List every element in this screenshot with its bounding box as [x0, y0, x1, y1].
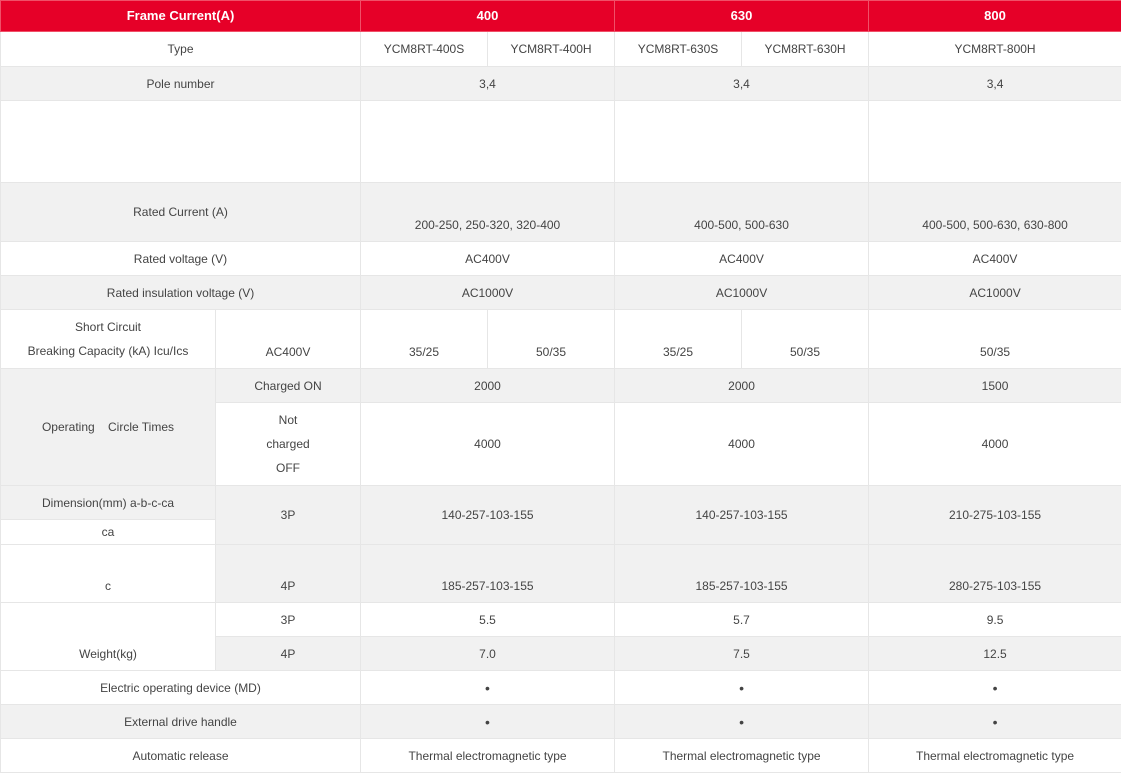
short-circuit-400s: 35/25	[361, 310, 488, 369]
rated-voltage-row	[1, 242, 1121, 276]
type-label: Type	[1, 32, 361, 67]
short-circuit-row	[1, 310, 1121, 369]
image-row	[1, 101, 1121, 183]
frame-630: 630	[615, 1, 869, 32]
type-630h: YCM8RT-630H	[742, 32, 869, 67]
dimension-4p: 4P	[216, 545, 361, 603]
dimension-3p-400: 140-257-103-155	[361, 486, 615, 545]
charged-on-800: 1500	[869, 369, 1121, 403]
external-handle-row	[1, 705, 1121, 739]
short-circuit-voltage: AC400V	[216, 310, 361, 369]
external-handle-400: •	[361, 705, 615, 739]
short-circuit-800h: 50/35	[869, 310, 1121, 369]
short-circuit-label-line2: Breaking Capacity (kA) Icu/Ics	[27, 344, 189, 358]
rated-current-630: 400-500, 500-630	[615, 183, 869, 242]
charged-on-630: 2000	[615, 369, 869, 403]
pole-400: 3,4	[361, 67, 615, 101]
insulation-voltage-label: Rated insulation voltage (V)	[1, 276, 361, 310]
pole-row	[1, 67, 1121, 101]
charged-on-row	[1, 369, 1121, 403]
rated-voltage-400: AC400V	[361, 242, 615, 276]
type-400s: YCM8RT-400S	[361, 32, 488, 67]
type-800h: YCM8RT-800H	[869, 32, 1121, 67]
rated-voltage-630: AC400V	[615, 242, 869, 276]
pole-label: Pole number	[1, 67, 361, 101]
not-charged-line2: charged	[266, 437, 310, 451]
not-charged-400: 4000	[361, 403, 615, 486]
frame-400: 400	[361, 1, 615, 32]
dimension-4p-400: 185-257-103-155	[361, 545, 615, 603]
rated-current-label: Rated Current (A)	[1, 183, 361, 242]
weight-4p: 4P	[216, 637, 361, 671]
weight-3p-400: 5.5	[361, 603, 615, 637]
electric-device-630: •	[615, 671, 869, 705]
dimension-4p-row	[1, 545, 1121, 603]
external-handle-800: •	[869, 705, 1121, 739]
rated-current-row	[1, 183, 1121, 242]
dimension-3p-800: 210-275-103-155	[869, 486, 1121, 545]
charged-on-label: Charged ON	[216, 369, 361, 403]
electric-device-row	[1, 671, 1121, 705]
image-cell-800	[869, 101, 1121, 183]
dimension-label-row	[1, 486, 1121, 520]
insulation-voltage-630: AC1000V	[615, 276, 869, 310]
insulation-voltage-row	[1, 276, 1121, 310]
dimension-3p-630: 140-257-103-155	[615, 486, 869, 545]
frame-current-label: Frame Current(A)	[1, 1, 361, 32]
charged-on-400: 2000	[361, 369, 615, 403]
short-circuit-630h: 50/35	[742, 310, 869, 369]
weight-4p-800: 12.5	[869, 637, 1121, 671]
dimension-c-label: c	[1, 545, 216, 603]
pole-800: 3,4	[869, 67, 1121, 101]
external-handle-630: •	[615, 705, 869, 739]
not-charged-line3: OFF	[276, 461, 300, 475]
electric-device-400: •	[361, 671, 615, 705]
short-circuit-label-line1: Short Circuit	[74, 320, 142, 334]
electric-device-800: •	[869, 671, 1121, 705]
weight-4p-630: 7.5	[615, 637, 869, 671]
image-cell-630	[615, 101, 869, 183]
rated-voltage-800: AC400V	[869, 242, 1121, 276]
weight-label: Weight(kg)	[1, 603, 216, 671]
dimension-label: Dimension(mm) a-b-c-ca	[1, 486, 216, 520]
type-row	[1, 32, 1121, 67]
electric-device-label: Electric operating device (MD)	[1, 671, 361, 705]
dimension-4p-630: 185-257-103-155	[615, 545, 869, 603]
external-handle-label: External drive handle	[1, 705, 361, 739]
not-charged-label	[216, 403, 361, 486]
auto-release-400: Thermal electromagnetic type	[361, 739, 615, 773]
rated-voltage-label: Rated voltage (V)	[1, 242, 361, 276]
weight-3p-row	[1, 603, 1121, 637]
image-cell-label	[1, 101, 361, 183]
auto-release-label: Automatic release	[1, 739, 361, 773]
pole-630: 3,4	[615, 67, 869, 101]
not-charged-800: 4000	[869, 403, 1121, 486]
rated-current-800: 400-500, 500-630, 630-800	[869, 183, 1121, 242]
weight-3p-800: 9.5	[869, 603, 1121, 637]
not-charged-line1: Not	[278, 413, 298, 427]
header-row	[1, 1, 1121, 32]
not-charged-630: 4000	[615, 403, 869, 486]
image-cell-400	[361, 101, 615, 183]
short-circuit-label	[1, 310, 216, 369]
weight-3p: 3P	[216, 603, 361, 637]
weight-3p-630: 5.7	[615, 603, 869, 637]
dimension-4p-800: 280-275-103-155	[869, 545, 1121, 603]
auto-release-630: Thermal electromagnetic type	[615, 739, 869, 773]
auto-release-row	[1, 739, 1121, 773]
auto-release-800: Thermal electromagnetic type	[869, 739, 1121, 773]
type-400h: YCM8RT-400H	[488, 32, 615, 67]
short-circuit-400h: 50/35	[488, 310, 615, 369]
frame-800: 800	[869, 1, 1121, 32]
dimension-3p: 3P	[216, 486, 361, 545]
operating-label: Operating Circle Times	[1, 369, 216, 486]
type-630s: YCM8RT-630S	[615, 32, 742, 67]
short-circuit-630s: 35/25	[615, 310, 742, 369]
insulation-voltage-800: AC1000V	[869, 276, 1121, 310]
insulation-voltage-400: AC1000V	[361, 276, 615, 310]
rated-current-400: 200-250, 250-320, 320-400	[361, 183, 615, 242]
dimension-ca-label: ca	[1, 520, 216, 545]
weight-4p-400: 7.0	[361, 637, 615, 671]
